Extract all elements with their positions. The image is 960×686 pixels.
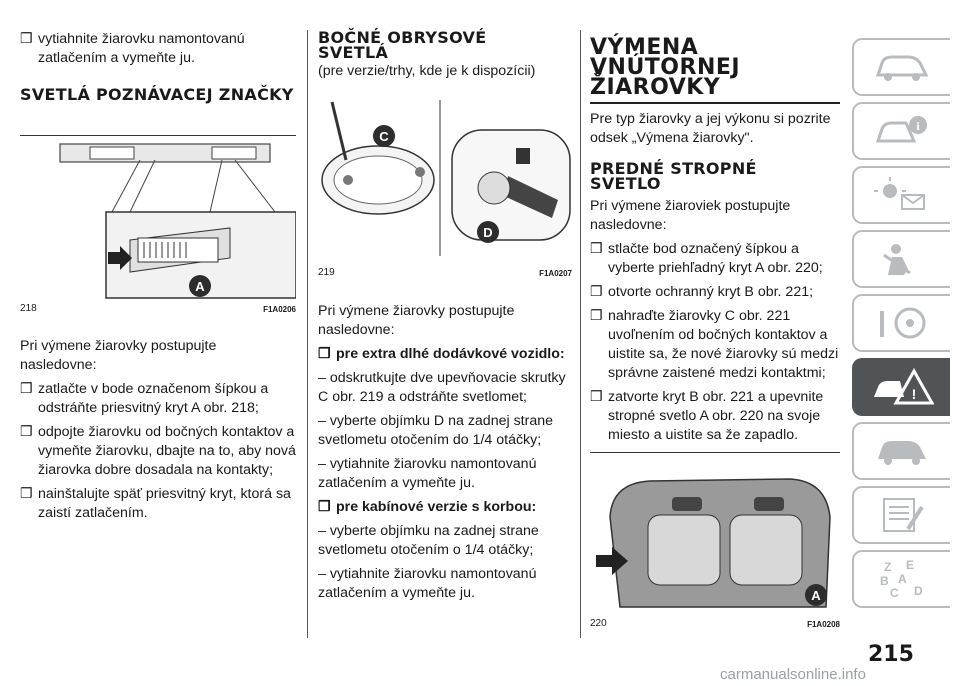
- svg-text:D: D: [914, 584, 923, 598]
- bullet-mark: ❒: [318, 499, 331, 515]
- breakdown-triangle-icon: [870, 367, 934, 407]
- svg-text:!: !: [911, 386, 917, 402]
- bullet-text: vytiahnite žiarovku namontovanú zatlačením a vymeňte ju.: [38, 31, 245, 66]
- bullet-text: otvorte ochranný kryt B obr. 221;: [608, 283, 814, 300]
- bullet-item: [20, 485, 296, 523]
- paragraph: – vyberte objímku D na zadnej strane svetlometu otočením do 1/4 otáčky;: [318, 413, 554, 448]
- bullet-item: [318, 498, 572, 517]
- side-light-illustration: [318, 100, 572, 260]
- tab-car-info-i[interactable]: [852, 102, 950, 160]
- callout-label-a: A: [195, 279, 205, 294]
- bullet-mark: ❒: [590, 283, 603, 300]
- paragraph: – vytiahnite žiarovku namontovanú zatlačením a vymeňte ju.: [318, 456, 537, 491]
- svg-text:Z: Z: [884, 560, 892, 574]
- bullet-item: [20, 380, 296, 418]
- svg-text:A: A: [898, 572, 907, 586]
- callout-label-a: A: [811, 588, 821, 603]
- tab-safety[interactable]: [852, 230, 950, 288]
- car-service-icon: [874, 433, 930, 469]
- bullet-mark: ❒: [20, 381, 33, 397]
- tab-maintenance[interactable]: [852, 422, 950, 480]
- column-divider: [307, 30, 308, 638]
- main-heading-interior-bulb: VÝMENA VNÚTORNEJ ŽIAROVKY: [590, 35, 741, 100]
- car-info-icon: [874, 49, 930, 85]
- airbag-person-icon: [874, 241, 930, 277]
- section-heading-license-plate-lights: SVETLÁ POZNÁVACEJ ZNAČKY: [20, 85, 294, 104]
- callout-label-d: D: [483, 225, 493, 240]
- bullet-item: [590, 240, 840, 278]
- bullet-mark: ❒: [590, 388, 603, 405]
- section-heading-side-lights: BOČNÉ OBRYSOVÉ SVETLÁ: [318, 28, 487, 62]
- figure-number: 220: [590, 618, 607, 629]
- figure-220: [590, 452, 840, 629]
- bullet-item: [318, 345, 572, 364]
- tab-technical-data[interactable]: [852, 486, 950, 544]
- tab-index[interactable]: [852, 550, 950, 608]
- paragraph: – vytiahnite žiarovku namontovanú zatlačením a vymeňte ju.: [318, 566, 537, 601]
- car-info-i-icon: [874, 113, 930, 149]
- tab-driving[interactable]: [852, 294, 950, 352]
- callout-label-c: C: [379, 129, 389, 144]
- figure-code: F1A0207: [539, 269, 572, 278]
- bullet-item: [590, 388, 840, 445]
- bullet-text: pre extra dlhé dodávkové vozidlo:: [336, 346, 565, 362]
- tab-car-info[interactable]: [852, 38, 950, 96]
- steering-wheel-icon: [874, 305, 930, 341]
- figure-number: 218: [20, 303, 37, 314]
- column-3: [590, 35, 840, 450]
- figure-219: [318, 100, 572, 278]
- index-alphabet-icon: [874, 559, 930, 599]
- bullet-text: stlačte bod označený šípkou a vyberte priehľadný kryt A obr. 220;: [608, 240, 823, 276]
- heading-underline: [590, 102, 840, 104]
- section-heading-front-ceiling-light: PREDNÉ STROPNÉ SVETLO: [590, 158, 757, 193]
- bullet-text: nahraďte žiarovky C obr. 221 uvoľnením od bočných kontaktov a uistite sa, že nové žiarovky sú medzi správne zaistené medzi kontaktmi;: [608, 307, 839, 381]
- license-plate-light-illustration: [20, 140, 296, 300]
- column-1-lower: [20, 337, 296, 528]
- bullet-mark: ❒: [20, 31, 33, 47]
- paragraph: – vyberte objímku na zadnej strane svetlometu otočením o 1/4 otáčky;: [318, 523, 539, 558]
- bullet-item: [590, 283, 840, 302]
- column-1: [20, 30, 296, 102]
- bullet-text: zatvorte kryt B obr. 221 a upevnite stropné svetlo A obr. 220 na svoje miesto a uistite sa že zapadlo.: [608, 388, 824, 443]
- chapter-tab-bar: [852, 38, 950, 614]
- figure-code: F1A0206: [263, 305, 296, 314]
- svg-text:C: C: [890, 586, 899, 599]
- tab-warning-lights[interactable]: [852, 166, 950, 224]
- column-2-lower: [318, 302, 572, 608]
- figure-218: [20, 135, 296, 314]
- bullet-mark: ❒: [590, 240, 603, 257]
- bullet-item: [20, 30, 296, 68]
- subtitle: (pre verzie/trhy, kde je k dispozícii): [318, 63, 536, 79]
- watermark: carmanualsonline.info: [720, 666, 866, 683]
- bullet-mark: ❒: [318, 346, 331, 362]
- figure-code: F1A0208: [807, 620, 840, 629]
- page-number: 215: [868, 642, 914, 667]
- ceiling-light-illustration: [590, 457, 840, 615]
- paragraph: Pri výmene žiaroviek postupujte nasledovne:: [590, 197, 791, 233]
- paragraph: Pri výmene žiarovky postupujte nasledovne:: [318, 303, 515, 338]
- bullet-text: odpojte žiarovku od bočných kontaktov a vymeňte žiarovku, dbajte na to, aby nová žiarovka dobre dosadala na kontakty;: [38, 424, 296, 478]
- column-2: [318, 30, 572, 81]
- paragraph: – odskrutkujte dve upevňovacie skrutky C obr. 219 a odstráňte svetlomet;: [318, 370, 566, 405]
- paragraph: Pri výmene žiarovky postupujte nasledovne:: [20, 338, 217, 373]
- bullet-item: [20, 423, 296, 480]
- warning-lights-icon: [874, 177, 930, 213]
- technical-data-icon: [874, 497, 930, 533]
- bullet-text: nainštalujte späť priesvitný kryt, ktorá sa zaistí zatlačením.: [38, 486, 291, 521]
- svg-text:B: B: [880, 574, 889, 588]
- svg-text:E: E: [906, 559, 915, 572]
- bullet-mark: ❒: [590, 307, 603, 324]
- bullet-text: zatlačte v bode označenom šípkou a odstráňte priesvitný kryt A obr. 218;: [38, 381, 269, 416]
- bullet-mark: ❒: [20, 486, 33, 502]
- tab-emergency[interactable]: [852, 358, 950, 416]
- figure-number: 219: [318, 267, 335, 278]
- bullet-text: pre kabínové verzie s korbou:: [336, 499, 537, 515]
- paragraph: Pre typ žiarovky a jej výkonu si pozrite odsek „Výmena žiarovky".: [590, 110, 831, 146]
- column-divider: [580, 30, 581, 638]
- svg-text:i: i: [916, 119, 920, 133]
- bullet-item: [590, 307, 840, 383]
- bullet-mark: ❒: [20, 424, 33, 440]
